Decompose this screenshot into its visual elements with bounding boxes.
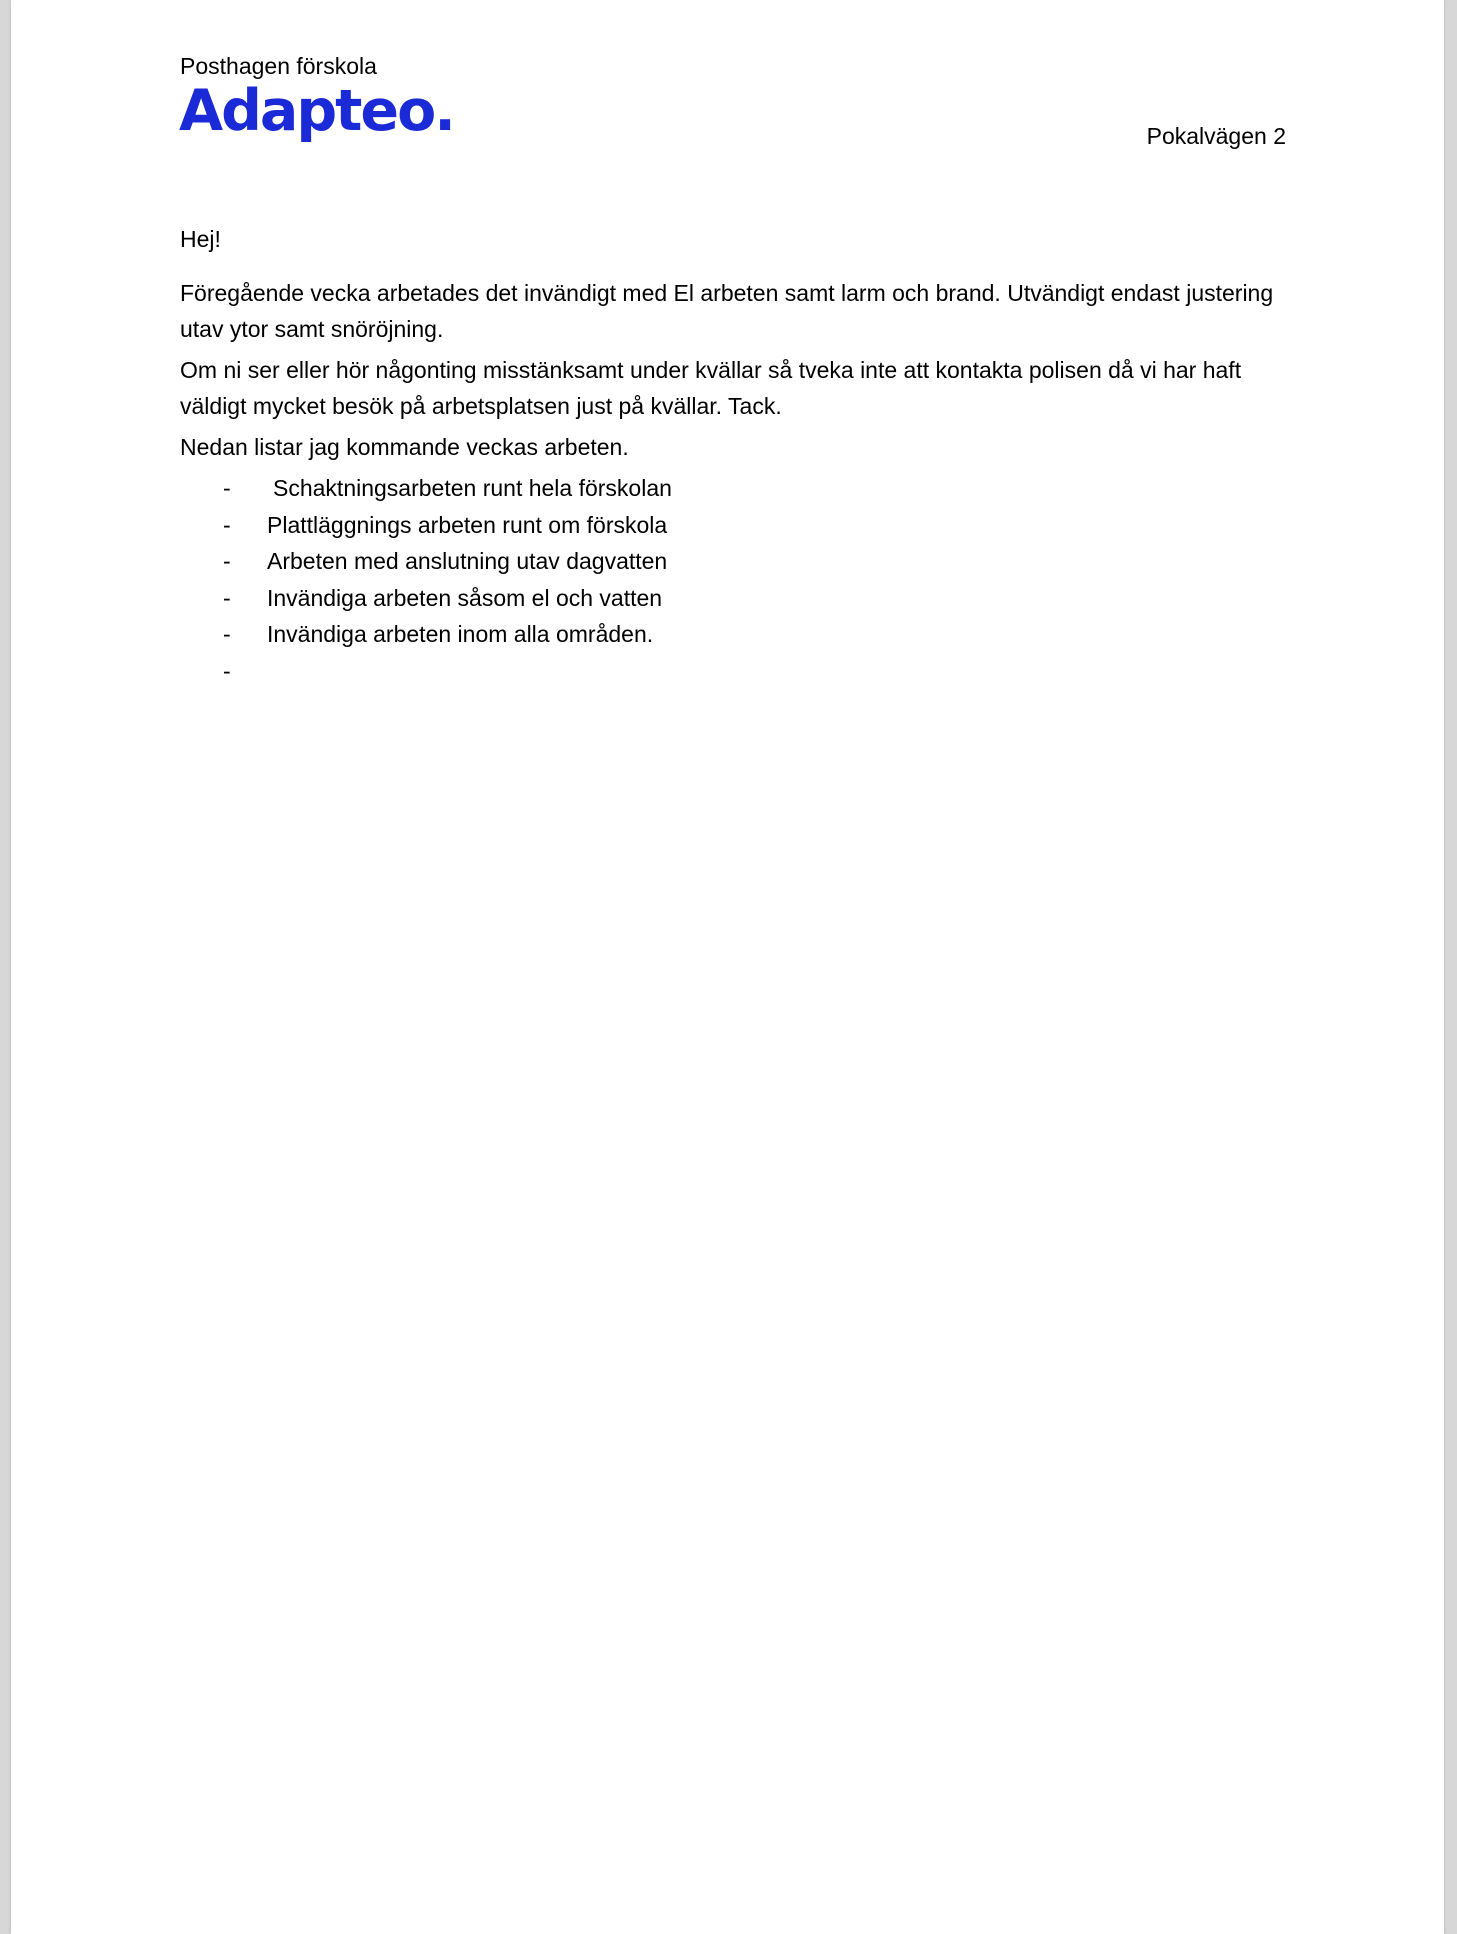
adapteo-logo: Adapteo. [179,78,454,144]
list-item-text: Schaktningsarbeten runt hela förskolan [273,475,672,501]
list-dash: - [223,657,231,684]
paragraph-last-week: Föregående vecka arbetades det invändigt med El arbeten samt larm och brand. Utvändigt endast justering utav ytor samt snöröjning. [180,280,1274,342]
letter-body [180,275,1290,689]
list-dash: - [223,621,231,647]
list-item [180,653,1290,690]
school-name: Posthagen förskola [180,53,377,79]
list-item [180,507,1290,544]
list-item-text: Plattläggnings arbeten runt om förskola [267,511,668,538]
list-item [180,616,1290,653]
work-list [180,470,1290,689]
list-item [180,470,1290,507]
list-dash: - [223,511,231,538]
list-item-text: Invändiga arbeten såsom el och vatten [267,584,663,611]
list-item-text: Invändiga arbeten inom alla områden. [267,621,654,647]
list-dash: - [223,548,231,574]
address: Pokalvägen 2 [1146,123,1286,149]
list-item [180,543,1290,580]
list-item [180,580,1290,617]
list-dash: - [223,475,231,501]
list-dash: - [223,584,231,611]
greeting: Hej! [180,226,221,252]
document-page [11,0,1444,1934]
paragraph-list-intro: Nedan listar jag kommande veckas arbeten. [180,434,629,460]
list-item-text: Arbeten med anslutning utav dagvatten [267,548,668,574]
paragraph-police-notice: Om ni ser eller hör någonting misstänksamt under kvällar så tveka inte att kontakta polisen då vi har haft väldigt mycket besök på arbetsplatsen just på kvällar. Tack. [180,357,1242,419]
